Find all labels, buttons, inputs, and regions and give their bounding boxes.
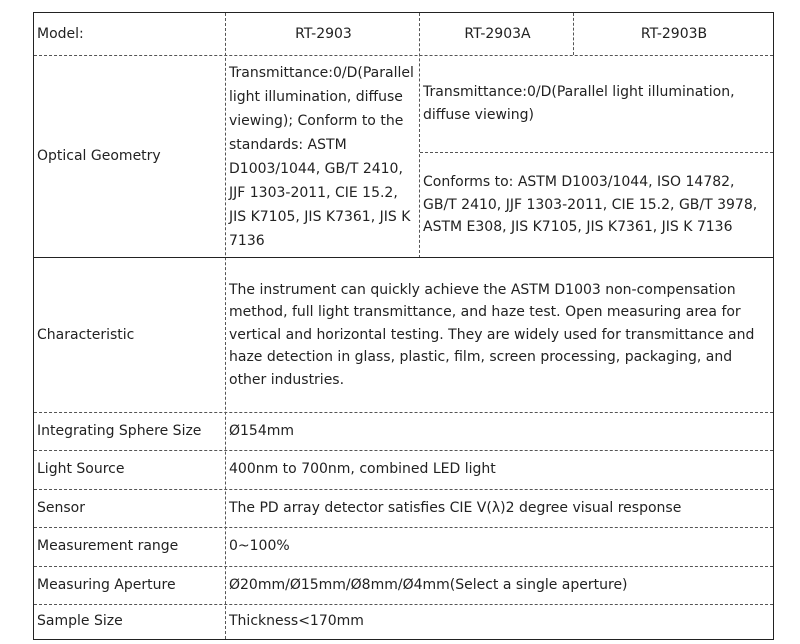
model-rt2903b [574, 13, 773, 55]
measuring-aperture-value [226, 566, 773, 604]
sensor-row-divider [34, 527, 773, 528]
integrating-sphere-label-text: Integrating Sphere Size [37, 422, 202, 439]
sample-size-label-text: Sample Size [37, 613, 123, 630]
light-source-label-text: Light Source [37, 461, 125, 478]
measuring-aperture-label-text: Measuring Aperture [37, 576, 176, 593]
characteristic-row-divider [34, 412, 773, 413]
model-rt2903-text: RT-2903 [295, 25, 352, 42]
characteristic-label-text: Characteristic [37, 326, 135, 343]
spec-table [33, 12, 774, 640]
integrating-sphere-value-text: Ø154mm [229, 422, 295, 439]
characteristic-label [34, 258, 226, 412]
model-rt2903a [420, 13, 574, 55]
measuring-aperture-value-text: Ø20mm/Ø15mm/Ø8mm/Ø4mm(Select a single aperture) [229, 576, 628, 593]
model-rt2903a-text: RT-2903A [464, 25, 531, 42]
optical-subrow-divider [420, 152, 773, 153]
measurement-range-label [34, 527, 226, 566]
rt2903ab-column-divider [573, 13, 574, 55]
model-label [34, 13, 226, 55]
sample-size-value [226, 604, 773, 639]
light-source-value-text: 400nm to 700nm, combined LED light [229, 461, 496, 478]
range-row-divider [34, 566, 773, 567]
optical-geometry-rt2903ab-bottom [420, 152, 773, 258]
optical-geometry-label [34, 55, 226, 258]
sensor-label [34, 489, 226, 527]
optical-row-divider [34, 257, 773, 258]
measurement-range-label-text: Measurement range [37, 538, 179, 555]
measurement-range-value-text: 0~100% [229, 538, 290, 555]
aperture-row-divider [34, 604, 773, 605]
measurement-range-value [226, 527, 773, 566]
model-rt2903 [226, 13, 420, 55]
integrating-sphere-value [226, 412, 773, 450]
sensor-value [226, 489, 773, 527]
characteristic-value-text: The instrument can quickly achieve the ASTM D1003 non-compensation method, full light transmittance, and haze test. Open measuring area for vertical and horizontal testing. They are widely used for transmittance and haze detection in glass, plastic, film, screen processing, packaging, and other industries. [229, 281, 755, 388]
rt2903-column-divider [419, 13, 420, 258]
optical-geometry-rt2903-text: Transmittance:0/D(Parallel light illumination, diffuse viewing); Conform to the standards: ASTM D1003/1044, GB/T 2410, JJF 1303-2011, CIE 15.2, JIS K7105, JIS K7361, JIS K 7136 [229, 64, 414, 249]
model-label-text: Model: [37, 25, 84, 42]
model-rt2903b-text: RT-2903B [640, 25, 708, 42]
integrating-sphere-label [34, 412, 226, 450]
light-source-value [226, 450, 773, 489]
optical-geometry-rt2903ab-top-text: Transmittance:0/D(Parallel light illumination, diffuse viewing) [423, 84, 735, 123]
optical-geometry-label-text: Optical Geometry [37, 148, 161, 165]
characteristic-value [226, 258, 773, 412]
sphere-row-divider [34, 450, 773, 451]
sample-size-label [34, 604, 226, 639]
optical-geometry-rt2903 [226, 55, 420, 258]
light-row-divider [34, 489, 773, 490]
header-row-divider [34, 55, 773, 56]
measuring-aperture-label [34, 566, 226, 604]
sensor-label-text: Sensor [37, 499, 85, 516]
optical-geometry-rt2903ab-top [420, 55, 773, 152]
sensor-value-text: The PD array detector satisfies CIE V(λ)2 degree visual response [229, 499, 682, 516]
light-source-label [34, 450, 226, 489]
optical-geometry-rt2903ab-bottom-text: Conforms to: ASTM D1003/1044, ISO 14782, GB/T 2410, JJF 1303-2011, CIE 15.2, GB/T 3978, ASTM E308, JIS K7105, JIS K7361, JIS K 7136 [423, 174, 758, 236]
sample-size-value-text: Thickness<170mm [229, 613, 364, 630]
label-column-divider [225, 13, 226, 639]
